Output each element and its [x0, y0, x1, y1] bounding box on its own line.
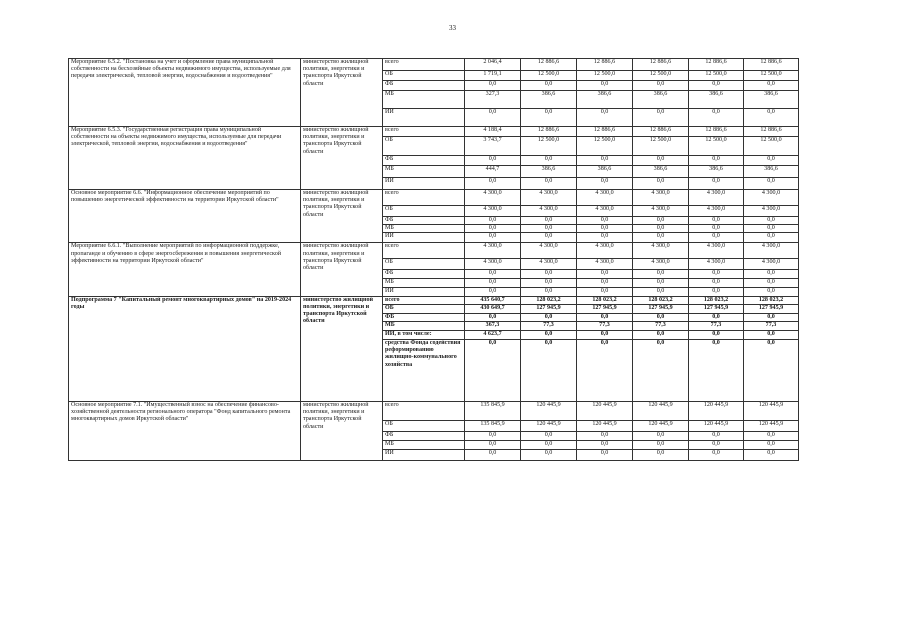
amount-cell: 12 500,0: [744, 137, 799, 156]
amount-cell: 0,0: [465, 217, 521, 225]
amount-cell: 0,0: [521, 109, 577, 127]
amount-cell: 0,0: [744, 270, 799, 278]
amount-cell: 12 500,0: [577, 137, 633, 156]
amount-cell: 0,0: [689, 278, 744, 287]
executor-cell: министерство жилищной политики, энергетики и транспорта Иркутской области: [301, 59, 383, 127]
amount-cell: 0,0: [744, 339, 799, 401]
amount-cell: 0,0: [689, 156, 744, 166]
amount-cell: 0,0: [744, 330, 799, 339]
amount-cell: 4 300,0: [744, 190, 799, 206]
amount-cell: 0,0: [689, 109, 744, 127]
amount-cell: 327,3: [465, 91, 521, 109]
amount-cell: 0,0: [521, 81, 577, 91]
amount-cell: 127 945,9: [689, 304, 744, 313]
amount-cell: 12 886,6: [689, 59, 744, 71]
funding-source-cell: ИИ: [383, 449, 465, 460]
amount-cell: 435 640,7: [465, 296, 521, 304]
funding-source-cell: ОБ: [383, 259, 465, 270]
amount-cell: 128 023,2: [633, 296, 689, 304]
program-name-cell: Мероприятие 6.6.1. "Выполнение мероприятий по информационной поддержке, пропаганде и обучению в сфере энергосбережения и повышения энергетической эффективности на территории Иркутской области": [69, 243, 301, 296]
amount-cell: 0,0: [744, 287, 799, 296]
amount-cell: 0,0: [744, 233, 799, 243]
funding-source-cell: ИИ: [383, 109, 465, 127]
amount-cell: 0,0: [744, 156, 799, 166]
amount-cell: 120 445,9: [521, 420, 577, 431]
amount-cell: 120 445,9: [521, 401, 577, 420]
amount-cell: 0,0: [689, 440, 744, 449]
amount-cell: 4 300,0: [577, 259, 633, 270]
amount-cell: 0,0: [633, 178, 689, 190]
amount-cell: 12 886,6: [577, 59, 633, 71]
amount-cell: 0,0: [633, 278, 689, 287]
amount-cell: 4 300,0: [744, 259, 799, 270]
table-row: [69, 127, 799, 137]
amount-cell: 0,0: [521, 225, 577, 233]
amount-cell: 4 300,0: [521, 259, 577, 270]
funding-source-cell: ОБ: [383, 304, 465, 313]
amount-cell: 127 945,9: [577, 304, 633, 313]
amount-cell: 0,0: [465, 278, 521, 287]
amount-cell: 12 500,0: [744, 71, 799, 81]
amount-cell: 127 945,9: [521, 304, 577, 313]
funding-source-cell: всего: [383, 243, 465, 259]
amount-cell: 4 300,0: [577, 206, 633, 217]
amount-cell: 3 743,7: [465, 137, 521, 156]
amount-cell: 386,6: [521, 166, 577, 178]
amount-cell: 0,0: [577, 270, 633, 278]
amount-cell: 0,0: [465, 449, 521, 460]
amount-cell: 120 445,9: [633, 401, 689, 420]
amount-cell: 0,0: [689, 217, 744, 225]
amount-cell: 0,0: [577, 109, 633, 127]
amount-cell: 386,6: [744, 166, 799, 178]
table-row: [69, 59, 799, 71]
funding-source-cell: МБ: [383, 225, 465, 233]
funding-source-cell: ФБ: [383, 217, 465, 225]
funding-source-cell: ОБ: [383, 137, 465, 156]
amount-cell: 0,0: [744, 109, 799, 127]
amount-cell: 0,0: [465, 81, 521, 91]
amount-cell: 0,0: [744, 313, 799, 321]
amount-cell: 120 445,9: [689, 420, 744, 431]
amount-cell: 0,0: [465, 339, 521, 401]
amount-cell: 0,0: [577, 431, 633, 440]
amount-cell: 4 188,4: [465, 127, 521, 137]
amount-cell: 12 500,0: [689, 137, 744, 156]
amount-cell: 0,0: [521, 287, 577, 296]
amount-cell: 0,0: [521, 156, 577, 166]
amount-cell: 12 500,0: [521, 137, 577, 156]
amount-cell: 4 623,7: [465, 330, 521, 339]
amount-cell: 77,3: [521, 321, 577, 330]
amount-cell: 386,6: [689, 91, 744, 109]
amount-cell: 0,0: [521, 449, 577, 460]
amount-cell: 4 300,0: [689, 190, 744, 206]
funding-source-cell: МБ: [383, 166, 465, 178]
amount-cell: 0,0: [689, 287, 744, 296]
amount-cell: 12 886,6: [521, 127, 577, 137]
amount-cell: 0,0: [633, 339, 689, 401]
funding-source-cell: всего: [383, 127, 465, 137]
funding-source-cell: МБ: [383, 321, 465, 330]
amount-cell: 0,0: [633, 109, 689, 127]
table-body: [69, 59, 799, 461]
amount-cell: 0,0: [577, 313, 633, 321]
amount-cell: 120 445,9: [577, 401, 633, 420]
amount-cell: 0,0: [465, 270, 521, 278]
amount-cell: 77,3: [744, 321, 799, 330]
amount-cell: 0,0: [465, 178, 521, 190]
amount-cell: 0,0: [689, 225, 744, 233]
amount-cell: 4 300,0: [744, 206, 799, 217]
executor-cell: министерство жилищной политики, энергетики и транспорта Иркутской области: [301, 127, 383, 190]
table-row: [69, 243, 799, 259]
amount-cell: 0,0: [521, 330, 577, 339]
executor-cell: министерство жилищной политики, энергетики и транспорта Иркутской области: [301, 243, 383, 296]
amount-cell: 12 886,6: [633, 127, 689, 137]
amount-cell: 0,0: [521, 233, 577, 243]
amount-cell: 12 500,0: [689, 71, 744, 81]
amount-cell: 0,0: [633, 81, 689, 91]
amount-cell: 0,0: [633, 233, 689, 243]
funding-source-cell: ФБ: [383, 431, 465, 440]
amount-cell: 0,0: [577, 81, 633, 91]
amount-cell: 0,0: [465, 313, 521, 321]
funding-source-cell: МБ: [383, 440, 465, 449]
amount-cell: 0,0: [465, 431, 521, 440]
program-name-cell: Подпрограмма 7 "Капитальный ремонт многоквартирных домов" на 2019-2024 годы: [69, 296, 301, 401]
amount-cell: 0,0: [689, 330, 744, 339]
table-row: [69, 296, 799, 304]
amount-cell: 0,0: [577, 449, 633, 460]
amount-cell: 386,6: [744, 91, 799, 109]
amount-cell: 12 500,0: [521, 71, 577, 81]
amount-cell: 0,0: [689, 339, 744, 401]
amount-cell: 1 719,1: [465, 71, 521, 81]
amount-cell: 444,7: [465, 166, 521, 178]
amount-cell: 12 886,6: [744, 127, 799, 137]
amount-cell: 0,0: [577, 440, 633, 449]
amount-cell: 0,0: [577, 178, 633, 190]
amount-cell: 0,0: [744, 278, 799, 287]
amount-cell: 0,0: [744, 449, 799, 460]
amount-cell: 0,0: [744, 81, 799, 91]
amount-cell: 0,0: [577, 287, 633, 296]
funding-source-cell: всего: [383, 190, 465, 206]
amount-cell: 0,0: [577, 217, 633, 225]
funding-source-cell: ФБ: [383, 313, 465, 321]
amount-cell: 120 445,9: [577, 420, 633, 431]
amount-cell: 0,0: [577, 330, 633, 339]
amount-cell: 0,0: [577, 156, 633, 166]
funding-source-cell: ИИ: [383, 178, 465, 190]
amount-cell: 0,0: [744, 225, 799, 233]
amount-cell: 120 445,9: [689, 401, 744, 420]
amount-cell: 0,0: [633, 156, 689, 166]
funding-source-cell: средства Фонда содействия реформированию жилищно-коммунального хозяйства: [383, 339, 465, 401]
amount-cell: 0,0: [689, 81, 744, 91]
amount-cell: 0,0: [689, 270, 744, 278]
amount-cell: 386,6: [633, 91, 689, 109]
amount-cell: 0,0: [633, 225, 689, 233]
amount-cell: 0,0: [521, 339, 577, 401]
amount-cell: 12 886,6: [633, 59, 689, 71]
funding-source-cell: МБ: [383, 278, 465, 287]
amount-cell: 0,0: [577, 225, 633, 233]
funding-source-cell: ФБ: [383, 156, 465, 166]
amount-cell: 0,0: [521, 278, 577, 287]
amount-cell: 386,6: [521, 91, 577, 109]
executor-cell: министерство жилищной политики, энергетики и транспорта Иркутской области: [301, 190, 383, 243]
amount-cell: 12 500,0: [577, 71, 633, 81]
amount-cell: 0,0: [465, 233, 521, 243]
amount-cell: 120 445,9: [744, 420, 799, 431]
amount-cell: 0,0: [521, 431, 577, 440]
amount-cell: 127 945,9: [633, 304, 689, 313]
amount-cell: 4 300,0: [689, 259, 744, 270]
amount-cell: 135 845,9: [465, 401, 521, 420]
funding-source-cell: ИИ: [383, 233, 465, 243]
amount-cell: 4 300,0: [521, 190, 577, 206]
amount-cell: 0,0: [465, 156, 521, 166]
amount-cell: 0,0: [633, 270, 689, 278]
amount-cell: 0,0: [633, 330, 689, 339]
amount-cell: 120 445,9: [633, 420, 689, 431]
amount-cell: 0,0: [633, 313, 689, 321]
amount-cell: 12 886,6: [521, 59, 577, 71]
amount-cell: 128 023,2: [744, 296, 799, 304]
amount-cell: 0,0: [689, 233, 744, 243]
amount-cell: 0,0: [521, 313, 577, 321]
amount-cell: 4 300,0: [465, 190, 521, 206]
amount-cell: 4 300,0: [577, 190, 633, 206]
table-row: [69, 190, 799, 206]
page-number: 33: [449, 24, 456, 32]
amount-cell: 77,3: [577, 321, 633, 330]
amount-cell: 4 300,0: [689, 243, 744, 259]
amount-cell: 4 300,0: [744, 243, 799, 259]
amount-cell: 0,0: [744, 431, 799, 440]
amount-cell: 120 445,9: [744, 401, 799, 420]
amount-cell: 128 023,2: [577, 296, 633, 304]
amount-cell: 4 300,0: [633, 190, 689, 206]
amount-cell: 0,0: [689, 449, 744, 460]
amount-cell: 128 023,2: [521, 296, 577, 304]
amount-cell: 2 046,4: [465, 59, 521, 71]
amount-cell: 4 300,0: [633, 259, 689, 270]
amount-cell: 0,0: [633, 440, 689, 449]
table-row: [69, 401, 799, 420]
amount-cell: 0,0: [577, 339, 633, 401]
program-name-cell: Основное мероприятие 7.1. "Имущественный взнос на обеспечение финансово-хозяйственной деятельности регионального оператора "Фонд капитального ремонта многоквартирных домов Иркутской области": [69, 401, 301, 460]
amount-cell: 4 300,0: [465, 259, 521, 270]
amount-cell: 0,0: [689, 431, 744, 440]
amount-cell: 0,0: [521, 178, 577, 190]
program-name-cell: Мероприятие 6.5.2. "Постановка на учет и оформление права муниципальной собственности на бесхозяйные объекты недвижимого имущества, используемые для передачи электрической, тепловой энергии, водоснабжения и водоотведения": [69, 59, 301, 127]
amount-cell: 12 500,0: [633, 137, 689, 156]
executor-cell: министерство жилищной политики, энергетики и транспорта Иркутской области: [301, 296, 383, 401]
amount-cell: 4 300,0: [465, 206, 521, 217]
amount-cell: 77,3: [689, 321, 744, 330]
funding-source-cell: ИИ, в том числе:: [383, 330, 465, 339]
funding-source-cell: ФБ: [383, 81, 465, 91]
amount-cell: 4 300,0: [633, 243, 689, 259]
budget-table: [68, 58, 799, 461]
amount-cell: 367,3: [465, 321, 521, 330]
executor-cell: министерство жилищной политики, энергетики и транспорта Иркутской области: [301, 401, 383, 460]
amount-cell: 0,0: [577, 233, 633, 243]
amount-cell: 0,0: [633, 217, 689, 225]
amount-cell: 430 649,7: [465, 304, 521, 313]
amount-cell: 0,0: [465, 440, 521, 449]
amount-cell: 4 300,0: [633, 206, 689, 217]
amount-cell: 135 845,9: [465, 420, 521, 431]
funding-source-cell: ИИ: [383, 287, 465, 296]
amount-cell: 0,0: [465, 287, 521, 296]
amount-cell: 4 300,0: [577, 243, 633, 259]
amount-cell: 0,0: [744, 440, 799, 449]
funding-source-cell: всего: [383, 401, 465, 420]
funding-source-cell: всего: [383, 59, 465, 71]
funding-source-cell: ОБ: [383, 420, 465, 431]
amount-cell: 0,0: [689, 313, 744, 321]
amount-cell: 0,0: [633, 449, 689, 460]
amount-cell: 386,6: [689, 166, 744, 178]
amount-cell: 0,0: [521, 270, 577, 278]
amount-cell: 386,6: [577, 166, 633, 178]
amount-cell: 0,0: [633, 287, 689, 296]
funding-source-cell: ОБ: [383, 206, 465, 217]
amount-cell: 4 300,0: [521, 206, 577, 217]
funding-source-cell: МБ: [383, 91, 465, 109]
amount-cell: 0,0: [465, 225, 521, 233]
amount-cell: 12 886,6: [689, 127, 744, 137]
amount-cell: 0,0: [744, 178, 799, 190]
amount-cell: 386,6: [633, 166, 689, 178]
program-name-cell: Мероприятие 6.5.3. "Государственная регистрация права муниципальной собственности на объекты недвижимого имущества, используемые для передачи электрической, тепловой энергии, водоснабжения и водоотведения": [69, 127, 301, 190]
funding-source-cell: всего: [383, 296, 465, 304]
amount-cell: 0,0: [689, 178, 744, 190]
amount-cell: 77,3: [633, 321, 689, 330]
amount-cell: 128 023,2: [689, 296, 744, 304]
amount-cell: 4 300,0: [521, 243, 577, 259]
amount-cell: 0,0: [633, 431, 689, 440]
amount-cell: 0,0: [521, 217, 577, 225]
amount-cell: 0,0: [465, 109, 521, 127]
amount-cell: 127 945,9: [744, 304, 799, 313]
funding-source-cell: ОБ: [383, 71, 465, 81]
amount-cell: 12 886,6: [577, 127, 633, 137]
program-name-cell: Основное мероприятие 6.6. "Информационное обеспечение мероприятий по повышению энергетической эффективности на территории Иркутской области": [69, 190, 301, 243]
funding-source-cell: ФБ: [383, 270, 465, 278]
amount-cell: 12 500,0: [633, 71, 689, 81]
amount-cell: 386,6: [577, 91, 633, 109]
amount-cell: 12 886,6: [744, 59, 799, 71]
amount-cell: 4 300,0: [465, 243, 521, 259]
amount-cell: 0,0: [521, 440, 577, 449]
amount-cell: 0,0: [577, 278, 633, 287]
amount-cell: 0,0: [744, 217, 799, 225]
amount-cell: 4 300,0: [689, 206, 744, 217]
